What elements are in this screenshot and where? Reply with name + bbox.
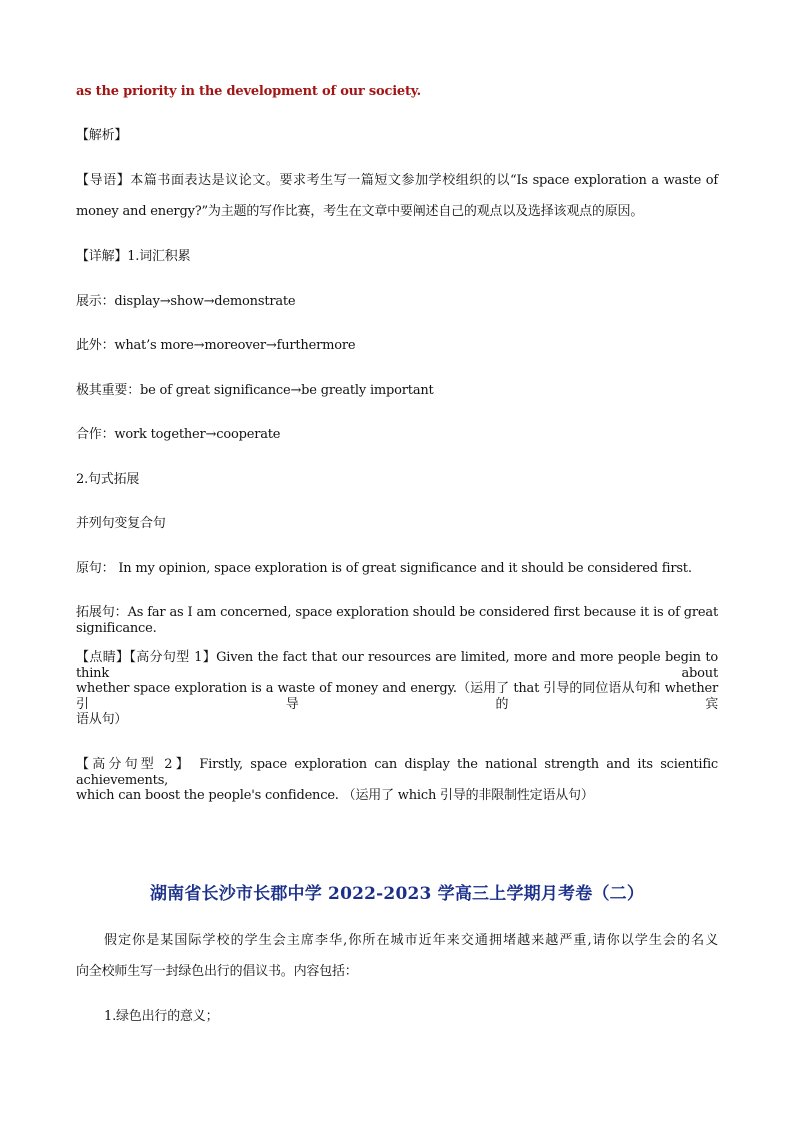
sentence-expansion-subheading: 并列句变复合句 bbox=[76, 516, 166, 531]
vocab-item-moreover: 此外：what’s more→moreover→furthermore bbox=[76, 338, 356, 353]
expanded-sentence: 拓展句：As far as I am concerned, space exploration should be considered first because it is of great significance. bbox=[76, 605, 718, 636]
highlight-sentence-2-line-2: which can boost the people's confidence. （运用了 which 引导的非限制性定语从句） bbox=[76, 788, 594, 803]
answer-closing-line: as the priority in the development of our society. bbox=[76, 84, 421, 99]
analysis-heading: 【解析】 bbox=[76, 128, 128, 143]
intro-line-1: 【导语】本篇书面表达是议论文。要求考生写一篇短文参加学校组织的以“Is space exploration a waste of bbox=[76, 173, 718, 188]
intro-line-2: money and energy?”为主题的写作比赛，考生在文章中要阐述自己的观点以及选择该观点的原因。 bbox=[76, 204, 644, 219]
highlight-sentence-1-line-1: 【点睛】【高分句型 1】Given the fact that our resources are limited, more and more people begin to think about bbox=[76, 650, 718, 681]
highlight-sentence-2-line-1: 【高分句型 2】 Firstly, space exploration can display the national strength and its scientific achievements, bbox=[76, 757, 718, 788]
prompt-line-2: 向全校师生写一封绿色出行的倡议书。内容包括： bbox=[76, 964, 358, 979]
highlight-sentence-1-line-2: whether space exploration is a waste of money and energy.（运用了 that 引导的同位语从句和 whether 引导的宾 bbox=[76, 681, 718, 712]
exam-title: 湖南省长沙市长郡中学 2022-2023 学高三上学期月考卷（二） bbox=[149, 884, 645, 904]
vocab-item-significance: 极其重要：be of great significance→be greatly important bbox=[76, 383, 434, 398]
details-heading: 【详解】1.词汇积累 bbox=[76, 249, 191, 264]
sentence-expansion-heading: 2.句式拓展 bbox=[76, 472, 140, 487]
prompt-line-1: 假定你是某国际学校的学生会主席李华,你所在城市近年来交通拥堵越来越严重,请你以学生会的名义 bbox=[104, 933, 718, 948]
highlight-sentence-1-line-3: 语从句） bbox=[76, 712, 128, 727]
vocab-item-cooperate: 合作：work together→cooperate bbox=[76, 427, 281, 442]
prompt-point-1: 1.绿色出行的意义； bbox=[104, 1009, 219, 1024]
vocab-item-display: 展示：display→show→demonstrate bbox=[76, 294, 296, 309]
original-sentence: 原句： In my opinion, space exploration is of great significance and it should be considered first. bbox=[76, 561, 692, 576]
